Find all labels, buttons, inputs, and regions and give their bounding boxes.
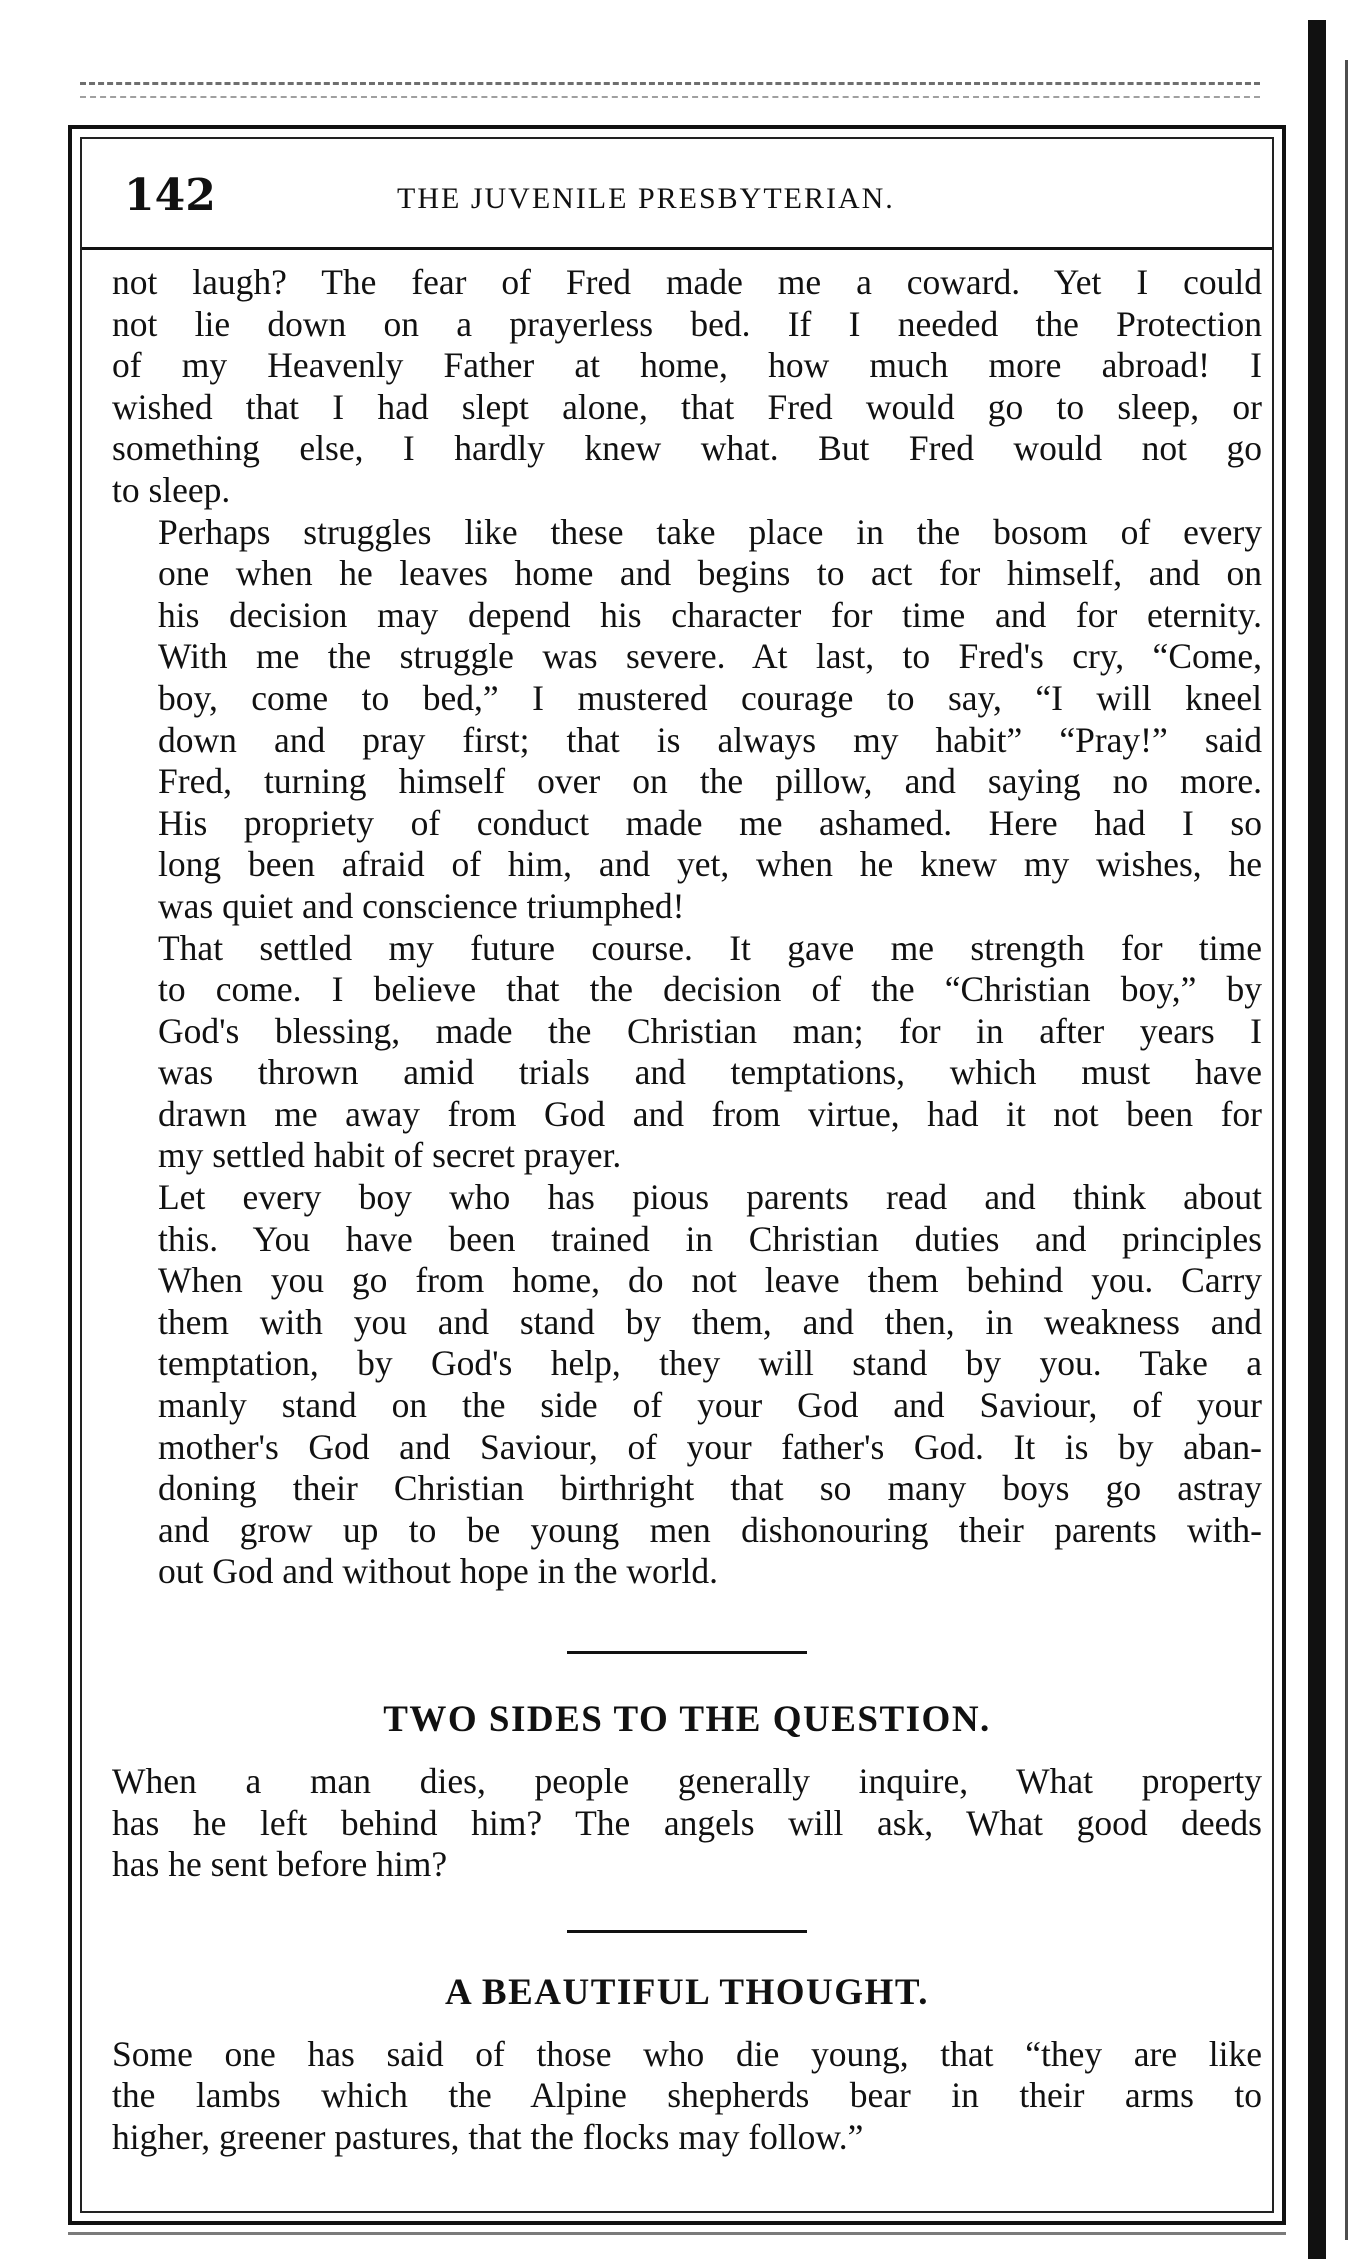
text-line: drawn me away from God and from virtue, had it not been for [158, 1093, 1262, 1134]
text-line: them with you and stand by them, and then, in weakness and [158, 1301, 1262, 1342]
text-line: manly stand on the side of your God and Saviour, of your [158, 1385, 1262, 1426]
text-line: my settled habit of secret prayer. [158, 1135, 622, 1176]
text-line: one when he leaves home and begins to act for himself, and on [158, 553, 1262, 594]
page-header [82, 140, 1272, 250]
text-line: When a man dies, people generally inquire, What property [112, 1761, 1262, 1801]
text-line: His propriety of conduct made me ashamed. Here had I so [158, 802, 1262, 843]
running-title: THE JUVENILE PRESBYTERIAN. [397, 182, 895, 215]
binding-edge-line [1345, 60, 1348, 2240]
text-line: boy, come to bed,” I mustered courage to say, “I will kneel [158, 677, 1262, 718]
article-paragraph-1 [112, 262, 1262, 512]
text-line: to come. I believe that the decision of the “Christian boy,” by [158, 969, 1262, 1010]
article-paragraph-3 [112, 928, 1262, 1178]
text-line: down and pray first; that is always my habit” “Pray!” said [158, 719, 1262, 760]
text-line: the lambs which the Alpine shepherds bear in their arms to [112, 2075, 1262, 2116]
text-line: When you go from home, do not leave them behind you. Carry [158, 1260, 1262, 1301]
text-line: has he sent before him? [112, 1844, 448, 1885]
beautiful-thought-paragraph [112, 2034, 1262, 2159]
text-line: and grow up to be young men dishonouring their parents with- [158, 1509, 1262, 1550]
text-line: Some one has said of those who die young, that “they are like [112, 2033, 1262, 2074]
section-title-two-sides: TWO SIDES TO THE QUESTION. [383, 1699, 991, 1740]
binding-edge [1308, 20, 1326, 2259]
page-content [112, 262, 1262, 2159]
text-line: God's blessing, made the Christian man; for in after years I [158, 1010, 1262, 1051]
page-bottom-rule [68, 2232, 1286, 2235]
text-line: Fred, turning himself over on the pillow, and saying no more. [158, 761, 1262, 802]
text-line: was quiet and conscience triumphed! [158, 885, 685, 926]
text-line: of my Heavenly Father at home, how much more abroad! I [112, 345, 1262, 386]
text-line: higher, greener pastures, that the flocks may follow.” [112, 2116, 864, 2157]
text-line: his decision may depend his character for time and for eternity. [158, 594, 1262, 635]
text-line: With me the struggle was severe. At last, to Fred's cry, “Come, [158, 636, 1262, 677]
text-line: not lie down on a prayerless bed. If I needed the Protection [112, 303, 1262, 344]
two-sides-paragraph [112, 1761, 1262, 1886]
section-title-beautiful-thought: A BEAUTIFUL THOUGHT. [444, 1971, 930, 2013]
text-line: That settled my future course. It gave me strength for time [158, 927, 1262, 968]
text-line: to sleep. [112, 469, 231, 510]
article-paragraph-2 [112, 512, 1262, 928]
text-line: this. You have been trained in Christian duties and principles [158, 1218, 1262, 1259]
printer-mark-top [80, 82, 1260, 89]
printer-mark-top-secondary [80, 96, 1260, 98]
article-paragraph-4 [112, 1177, 1262, 1593]
text-line: something else, I hardly knew what. But Fred would not go [112, 428, 1262, 469]
text-line: mother's God and Saviour, of your father's God. It is by aban- [158, 1426, 1262, 1467]
text-line: has he left behind him? The angels will ask, What good deeds [112, 1802, 1262, 1843]
text-line: Let every boy who has pious parents read and think about [158, 1177, 1262, 1218]
text-line: wished that I had slept alone, that Fred would go to sleep, or [112, 386, 1262, 427]
text-line: temptation, by God's help, they will stand by you. Take a [158, 1343, 1262, 1384]
page-number: 142 [124, 170, 216, 221]
text-line: doning their Christian birthright that so many boys go astray [158, 1468, 1262, 1509]
text-line: was thrown amid trials and temptations, which must have [158, 1052, 1262, 1093]
text-line: Perhaps struggles like these take place in the bosom of every [158, 511, 1262, 552]
text-line: out God and without hope in the world. [158, 1551, 719, 1592]
text-line: long been afraid of him, and yet, when he knew my wishes, he [158, 844, 1262, 885]
text-line: not laugh? The fear of Fred made me a coward. Yet I could [112, 262, 1262, 302]
